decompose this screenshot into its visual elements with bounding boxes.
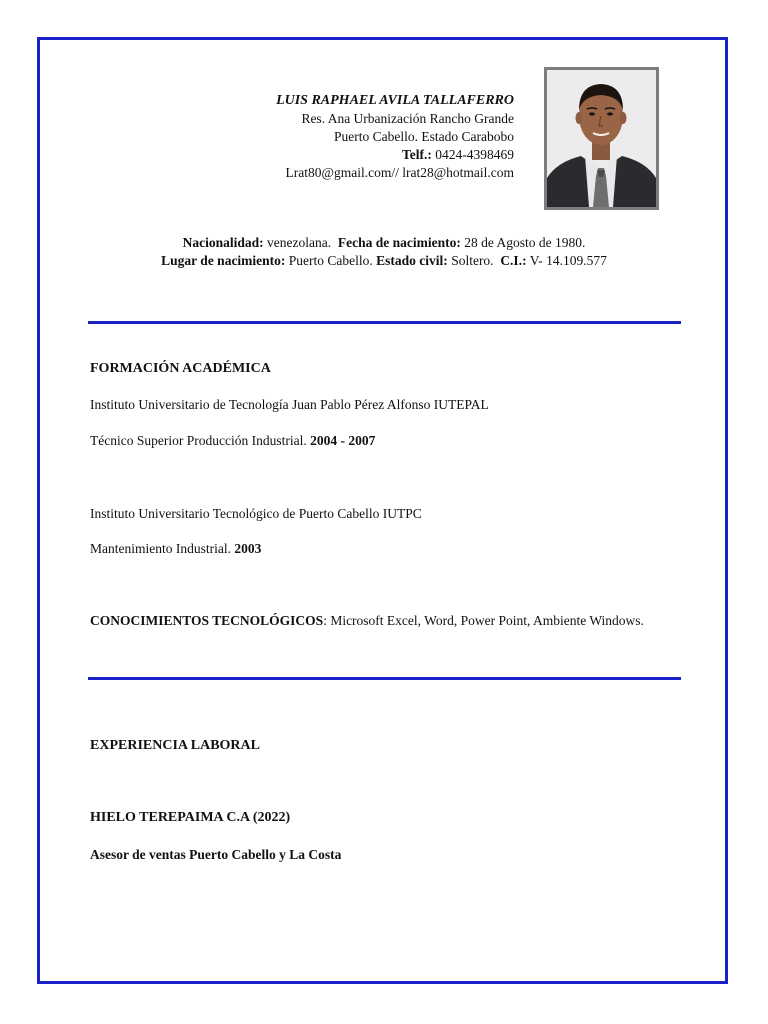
education-degree-2 <box>90 541 261 557</box>
civil-status-label: Estado civil: <box>376 253 448 268</box>
degree-years: 2004 - 2007 <box>310 433 376 448</box>
degree-name: Mantenimiento Industrial. <box>90 541 231 556</box>
education-degree-1 <box>90 433 375 449</box>
profile-photo <box>544 67 659 210</box>
nationality-value: venezolana <box>263 235 328 250</box>
contact-header <box>180 92 514 182</box>
education-institution-1: Instituto Universitario de Tecnología Juan Pablo Pérez Alfonso IUTEPAL <box>90 397 489 412</box>
personal-line-1: Nacionalidad: venezolana. Fecha de nacimiento: 28 de Agosto de 1980. <box>182 235 586 250</box>
ci-label: C.I.: <box>500 253 527 268</box>
tech-value: : Microsoft Excel, Word, Power Point, Ambiente Windows. <box>323 613 644 628</box>
personal-line-2 <box>88 252 680 270</box>
degree-name: Técnico Superior Producción Industrial. <box>90 433 307 448</box>
tech-knowledge <box>90 612 680 630</box>
birthdate-value: 28 de Agosto de 1980. <box>460 235 586 250</box>
degree-years: 2003 <box>234 541 262 556</box>
personal-info <box>88 234 680 270</box>
candidate-name: LUIS RAPHAEL AVILA TALLAFERRO <box>276 93 514 108</box>
phone-value: 0424-4398469 <box>431 147 514 162</box>
section-divider <box>88 677 681 680</box>
phone-line <box>180 146 514 164</box>
birthdate-label: Fecha de nacimiento: <box>337 235 461 250</box>
tech-label: CONOCIMIENTOS TECNOLÓGICOS <box>90 613 324 628</box>
address-line-2: Puerto Cabello. Estado Carabobo <box>334 129 514 144</box>
education-title: FORMACIÓN ACADÉMICA <box>90 361 271 376</box>
experience-title: EXPERIENCIA LABORAL <box>90 738 260 753</box>
portrait-illustration <box>547 70 656 207</box>
civil-status-value: Soltero. <box>447 253 494 268</box>
job-company: HIELO TEREPAIMA C.A (2022) <box>90 810 291 825</box>
education-institution-2: Instituto Universitario Tecnológico de Puerto Cabello IUTPC <box>90 506 422 521</box>
section-divider <box>88 321 681 324</box>
birthplace-label: Lugar de nacimiento: <box>161 253 286 268</box>
ci-value: V- 14.109.577 <box>526 253 607 268</box>
phone-label: Telf.: <box>402 147 432 162</box>
birthplace-value: Puerto Cabello. <box>285 253 373 268</box>
email-line: Lrat80@gmail.com// lrat28@hotmail.com <box>285 165 514 180</box>
job-role: Asesor de ventas Puerto Cabello y La Costa <box>90 847 342 862</box>
nationality-label: Nacionalidad: <box>182 235 264 250</box>
address-line-1: Res. Ana Urbanización Rancho Grande <box>301 111 514 126</box>
